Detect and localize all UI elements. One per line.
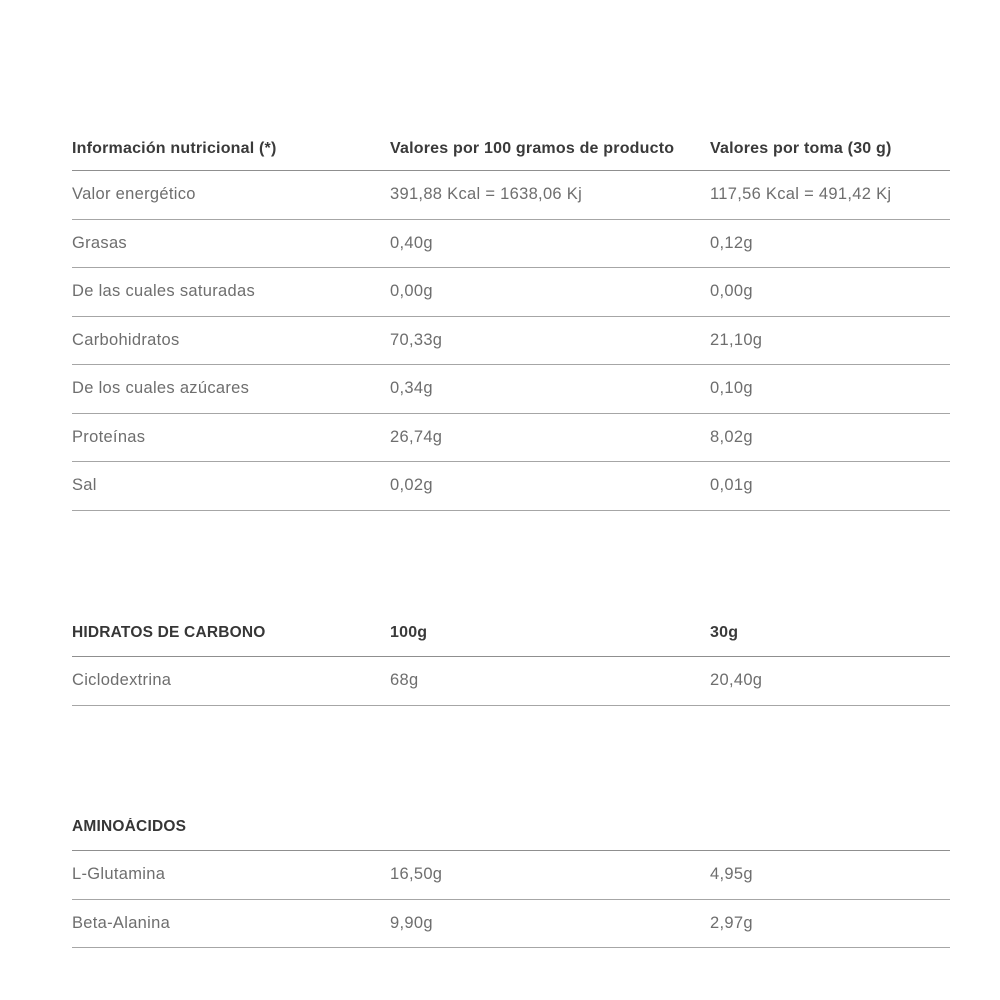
table-row-azucares — [72, 365, 950, 414]
nutrition-table-header-row — [72, 127, 950, 171]
value-per-serving: 117,56 Kcal = 491,42 Kj — [710, 185, 892, 204]
table-row-valor-energetico — [72, 171, 950, 220]
value-per-serving: 4,95g — [710, 865, 753, 884]
column-header-100g: 100g — [390, 623, 428, 641]
row-label: Valor energético — [72, 185, 196, 204]
value-per-100g: 0,00g — [390, 282, 433, 301]
value-per-100g: 0,40g — [390, 233, 433, 252]
value-per-serving: 0,12g — [710, 233, 753, 252]
row-label: De los cuales azúcares — [72, 379, 250, 398]
table-row-proteinas — [72, 414, 950, 463]
column-header-30g: 30g — [710, 623, 739, 641]
table-row-sal — [72, 462, 950, 511]
section-title-hidratos-de-carbono: HIDRATOS DE CARBONO — [72, 623, 266, 641]
carbohydrates-table-header-row — [72, 609, 950, 657]
amino-acids-table — [72, 803, 950, 948]
value-per-100g: 70,33g — [390, 330, 443, 349]
table-row-carbohidratos — [72, 317, 950, 366]
value-per-100g: 26,74g — [390, 427, 443, 446]
column-header-info-nutricional: Información nutricional (*) — [72, 139, 277, 157]
table-row-l-glutamina — [72, 851, 950, 900]
column-header-per-serving: Valores por toma (30 g) — [710, 139, 892, 157]
nutrition-table — [72, 127, 950, 511]
row-label: Carbohidratos — [72, 330, 180, 349]
value-per-100g: 68g — [390, 671, 419, 690]
row-label: Beta-Alanina — [72, 913, 171, 932]
row-label: L-Glutamina — [72, 865, 166, 884]
value-per-serving: 0,10g — [710, 379, 753, 398]
carbohydrates-table — [72, 609, 950, 706]
row-label: Ciclodextrina — [72, 671, 172, 690]
value-per-serving: 2,97g — [710, 913, 753, 932]
value-per-serving: 0,01g — [710, 476, 753, 495]
value-per-100g: 0,02g — [390, 476, 433, 495]
table-row-saturadas — [72, 268, 950, 317]
table-row-beta-alanina — [72, 900, 950, 949]
column-header-per-100g: Valores por 100 gramos de producto — [390, 139, 675, 157]
row-label: Grasas — [72, 233, 127, 252]
amino-acids-table-header-row — [72, 803, 950, 851]
value-per-serving: 21,10g — [710, 330, 763, 349]
table-row-ciclodextrina — [72, 657, 950, 706]
section-title-aminoacidos: AMINOÁCIDOS — [72, 817, 187, 835]
value-per-100g: 16,50g — [390, 865, 443, 884]
value-per-100g: 9,90g — [390, 913, 433, 932]
row-label: Sal — [72, 476, 97, 495]
row-label: Proteínas — [72, 427, 146, 446]
value-per-serving: 20,40g — [710, 671, 763, 690]
value-per-serving: 0,00g — [710, 282, 753, 301]
table-row-grasas — [72, 220, 950, 269]
value-per-serving: 8,02g — [710, 427, 753, 446]
row-label: De las cuales saturadas — [72, 282, 255, 301]
value-per-100g: 0,34g — [390, 379, 433, 398]
value-per-100g: 391,88 Kcal = 1638,06 Kj — [390, 185, 583, 204]
